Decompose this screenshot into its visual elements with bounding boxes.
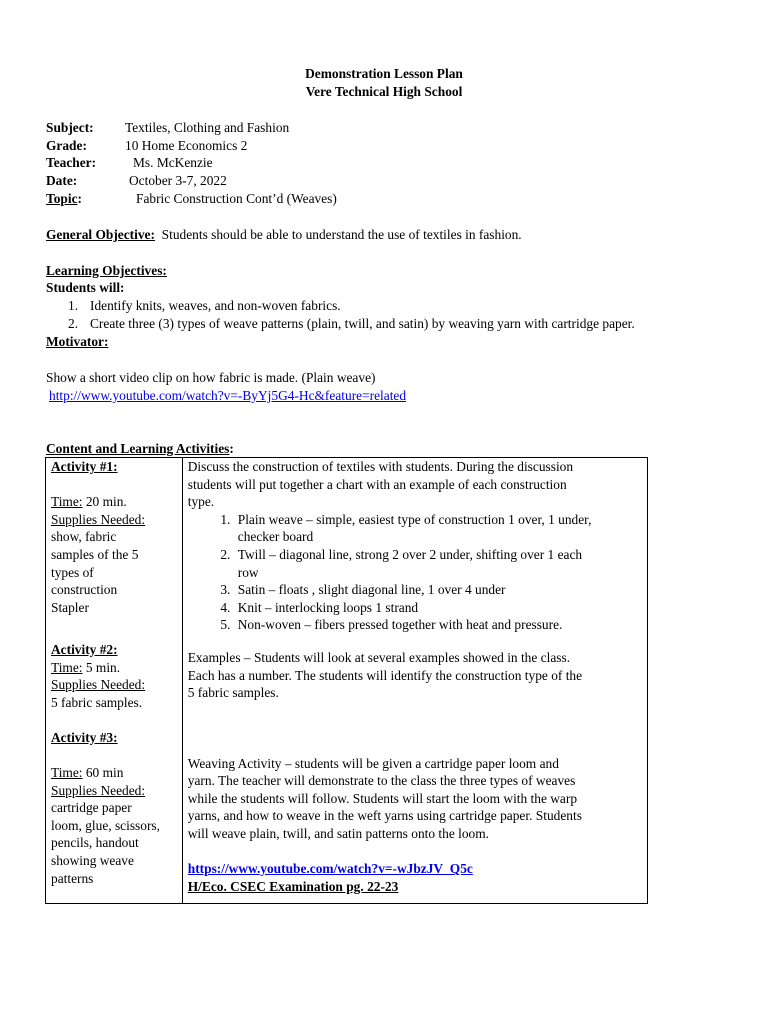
learning-objectives-heading: Learning Objectives: (46, 263, 167, 278)
activity-1-supplies-label: Supplies Needed: (51, 511, 146, 527)
list-item (234, 616, 642, 634)
activity-3-reference: H/Eco. CSEC Examination pg. 22-23 (187, 878, 399, 894)
activity-3-supplies-line: cartridge paper (51, 800, 132, 816)
document-title: Demonstration Lesson Plan (305, 66, 463, 81)
activity-3-desc-line: yarns, and how to weave in the weft yarns using cartridge paper. Students (187, 808, 582, 824)
school-name: Vere Technical High School (305, 84, 463, 99)
activity-3-supplies-line: pencils, handout (51, 835, 139, 851)
activity-3-supplies-line: patterns (51, 870, 94, 886)
list-item-line: Knit – interlocking loops 1 strand (237, 599, 419, 615)
activity-1-title: Activity #1: (51, 459, 118, 474)
objective-item-1: Identify knits, weaves, and non-woven fabrics. (90, 298, 341, 313)
activity-2-supplies-label: Supplies Needed: (51, 677, 146, 693)
subject-label: Subject: (46, 120, 94, 135)
activity-1-time-label: Time: (51, 494, 83, 510)
activity-2-time-value: 5 min. (82, 659, 121, 675)
list-item-line: Non-woven – fibers pressed together with heat and pressure. (237, 617, 563, 633)
activity-2-supplies-line: 5 fabric samples. (51, 694, 143, 710)
list-item-line: checker board (237, 529, 314, 545)
activity-3-time (51, 764, 177, 782)
activity-2-desc-line: 5 fabric samples. (187, 685, 279, 701)
grade-label: Grade: (46, 138, 87, 153)
students-will-label: Students will: (46, 280, 125, 295)
activity-1-supplies-line: Stapler (51, 599, 89, 615)
topic-label-text: Topic (46, 191, 78, 206)
subject-value: Textiles, Clothing and Fashion (125, 120, 290, 135)
activity-3-supplies-label: Supplies Needed: (51, 782, 146, 798)
motivator-heading: Motivator: (46, 334, 109, 349)
objective-number-1: 1. (68, 298, 79, 313)
list-item-line: Twill – diagonal line, strong 2 over 2 under, shifting over 1 each (237, 546, 583, 562)
activity-2-desc-line: Each has a number. The students will identify the construction type of the (187, 667, 583, 683)
activities-table (45, 457, 648, 904)
teacher-label: Teacher: (46, 155, 97, 170)
motivator-text: Show a short video clip on how fabric is made. (Plain weave) (46, 370, 376, 385)
activity-2-time-label: Time: (51, 659, 83, 675)
topic-label-colon: : (77, 191, 82, 206)
activities-right-cell (182, 458, 647, 904)
list-item (234, 581, 642, 599)
activity-1-supplies-line: construction (51, 582, 118, 598)
activity-3-time-label: Time: (51, 765, 83, 781)
activity-3-desc-line: Weaving Activity – students will be given a cartridge paper loom and (187, 755, 559, 771)
list-item (234, 511, 642, 546)
activity-1-desc-line: type. (187, 494, 215, 510)
content-heading-text: Content and Learning Activities (46, 441, 230, 456)
general-objective-label: General Objective: (46, 227, 155, 242)
teacher-value: Ms. McKenzie (133, 155, 213, 170)
list-item-line: row (237, 564, 259, 580)
topic-label (46, 190, 82, 208)
activity-2-desc-line: Examples – Students will look at several examples showed in the class. (187, 649, 571, 665)
date-value: October 3-7, 2022 (129, 173, 227, 188)
date-label: Date: (46, 173, 78, 188)
construction-types-list (188, 511, 642, 634)
activity-3-title: Activity #3: (51, 729, 118, 745)
activity-3-time-value: 60 min (82, 765, 124, 781)
activity-2-title: Activity #2: (51, 641, 118, 657)
activities-row (46, 458, 648, 904)
activity-3-video-link[interactable]: https://www.youtube.com/watch?v=-wJbzJV_Q5c (187, 861, 473, 877)
list-item-line: Satin – floats , slight diagonal line, 1 over 4 under (237, 582, 506, 598)
activity-3-desc-line: while the students will follow. Students will start the loom with the warp (187, 790, 578, 806)
activities-left-cell (46, 458, 183, 904)
motivator-video-link[interactable]: http://www.youtube.com/watch?v=-ByYj5G4-Hc&feature=related (49, 388, 407, 403)
activity-3-supplies-line: loom, glue, scissors, (51, 817, 160, 833)
activity-3-desc-line: will weave plain, twill, and satin patterns onto the loom. (187, 825, 489, 841)
objective-item-2: Create three (3) types of weave patterns (plain, twill, and satin) by weaving yarn with cartridge paper. (90, 316, 635, 331)
grade-value: 10 Home Economics 2 (125, 138, 248, 153)
list-item (234, 546, 642, 581)
general-objective (46, 226, 522, 244)
list-item-line: Plain weave – simple, easiest type of construction 1 over, 1 under, (237, 511, 592, 527)
activity-1-supplies-line: samples of the 5 (51, 546, 139, 562)
activity-1-time-value: 20 min. (82, 494, 127, 510)
activity-3-supplies-line: showing weave (51, 853, 134, 869)
activity-3-desc-line: yarn. The teacher will demonstrate to the class the three types of weaves (187, 773, 576, 789)
list-item (234, 599, 642, 617)
content-heading (46, 440, 234, 458)
objective-number-2: 2. (68, 316, 79, 331)
activity-1-desc-line: Discuss the construction of textiles with students. During the discussion (187, 459, 574, 474)
content-heading-colon: : (229, 441, 234, 456)
activity-1-time (51, 493, 177, 511)
activity-1-desc-line: students will put together a chart with an example of each construction (187, 476, 567, 492)
general-objective-text: Students should be able to understand the use of textiles in fashion. (161, 227, 522, 242)
topic-value: Fabric Construction Cont’d (Weaves) (136, 191, 337, 206)
activity-2-time (51, 659, 177, 677)
activity-1-supplies-line: show, fabric (51, 529, 117, 545)
activity-1-supplies-line: types of (51, 564, 94, 580)
